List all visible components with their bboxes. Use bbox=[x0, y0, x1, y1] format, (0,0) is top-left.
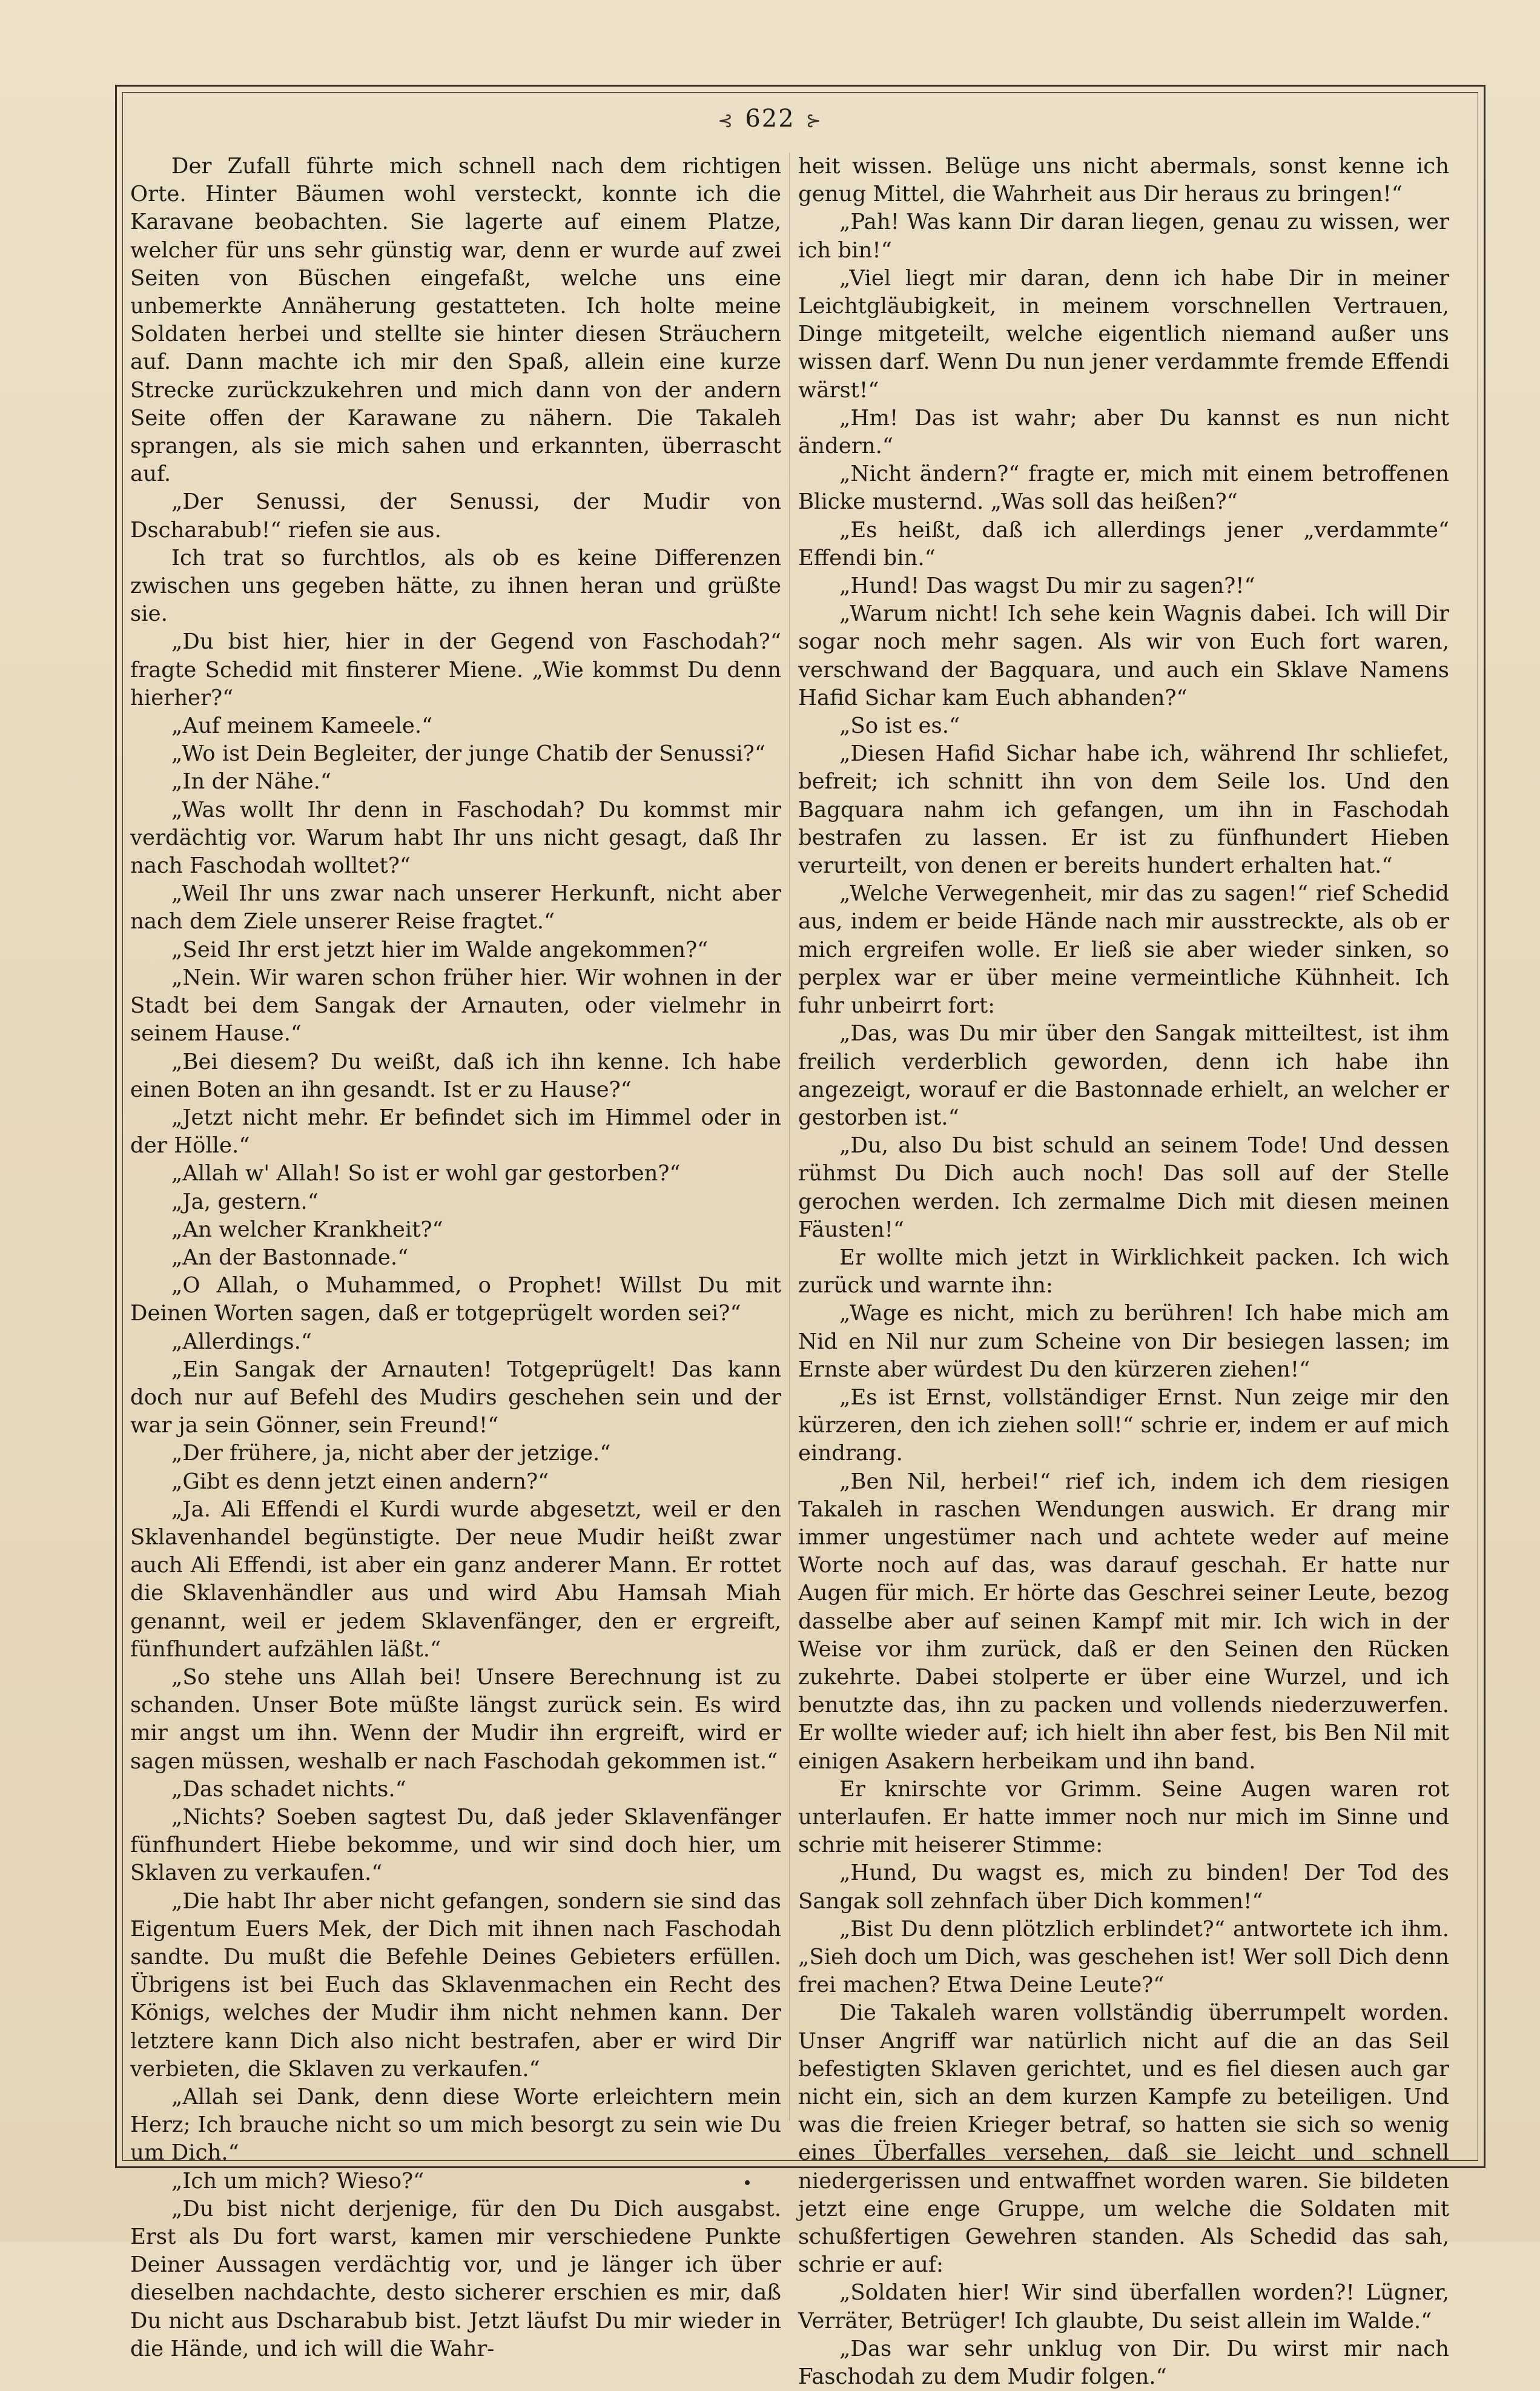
paragraph: „Allah w' Allah! So ist er wohl gar gestorben?“ bbox=[171, 1161, 681, 1186]
paragraph: „Viel liegt mir daran, denn ich habe Dir in meiner Leichtgläubigkeit, in meinem vorschnellen Vertrauen, Dinge mitgeteilt, welche eigentlich niemand außer uns wissen darf. Wenn Du nun jener verdammte fremde Effendi wärst!“ bbox=[798, 265, 1449, 403]
paragraph: „Der Senussi, der Senussi, der Mudir von Dscharabub!“ riefen sie aus. bbox=[130, 489, 781, 543]
paragraph: „Ein Sangak der Arnauten! Totgeprügelt! Das kann doch nur auf Befehl des Mudirs geschehen sein und der war ja sein Gönner, sein Freund!“ bbox=[130, 1357, 781, 1438]
paragraph: „Das, was Du mir über den Sangak mitteiltest, ist ihm freilich verderblich geworden, denn ich habe ihn angezeigt, worauf er die Bastonnade erhielt, an welcher er gestorben ist.“ bbox=[798, 1021, 1449, 1130]
paragraph: „Hm! Das ist wahr; aber Du kannst es nun nicht ändern.“ bbox=[798, 405, 1449, 459]
paragraph: Er wollte mich jetzt in Wirklichkeit packen. Ich wich zurück und warnte ihn: bbox=[798, 1245, 1449, 1298]
paragraph: „Allah sei Dank, denn diese Worte erleichtern mein Herz; Ich brauche nicht so um mich besorgt zu sein wie Du um Dich.“ bbox=[130, 2085, 781, 2166]
paragraph: Die Takaleh waren vollständig überrumpelt worden. Unser Angriff war natürlich nicht auf die an das Seil befestigten Sklaven gerichtet, und es fiel diesen auch gar nicht ein, sich an dem kurzen Kampfe zu beteiligen. Und was die freien Krieger betraf, so hatten sie sich so wenig eines Überfalles versehen, daß sie leicht und schnell niedergerissen und entwaffnet worden waren. Sie bildeten jetzt eine enge Gruppe, um welche die Soldaten mit schußfertigen Gewehren standen. Als Schedid das sah, schrie er auf: bbox=[798, 2000, 1449, 2278]
paragraph: heit wissen. Belüge uns nicht abermals, sonst kenne ich genug Mittel, die Wahrheit aus Dir heraus zu bringen!“ bbox=[798, 154, 1449, 207]
paragraph: „Ben Nil, herbei!“ rief ich, indem ich dem riesigen Takaleh in raschen Wendungen auswich. Er drang mir immer ungestümer nach und achtete weder auf meine Worte noch auf das, was darauf geschah. Er hatte nur Augen für mich. Er hörte das Geschrei seiner Leute, bezog dasselbe aber auf seinen Kampf mit mir. Ich wich in der Weise vor ihm zurück, daß er den Seinen den Rücken zukehrte. Dabei stolperte er über eine Wurzel, und ich benutzte das, ihn zu packen und vollends niederzuwerfen. Er wollte wieder auf; ich hielt ihn aber fest, bis Ben Nil mit einigen Asakern herbeikam und ihn band. bbox=[798, 1469, 1449, 1774]
paragraph: „Allerdings.“ bbox=[171, 1329, 312, 1354]
paragraph: „Wage es nicht, mich zu berühren! Ich habe mich am Nid en Nil nur zum Scheine von Dir besiegen lassen; im Ernste aber würdest Du den kürzeren ziehen!“ bbox=[798, 1301, 1449, 1382]
paragraph: „Ich um mich? Wieso?“ bbox=[171, 2168, 425, 2194]
paragraph: „Welche Verwegenheit, mir das zu sagen!“ rief Schedid aus, indem er beide Hände nach mir ausstreckte, als ob er mich ergreifen wolle. Er ließ sie aber wieder sinken, so perplex war er über meine vermeintliche Kühnheit. Ich fuhr unbeirrt fort: bbox=[798, 881, 1449, 1019]
paragraph: „Gibt es denn jetzt einen andern?“ bbox=[171, 1469, 549, 1494]
right-column bbox=[798, 153, 1449, 2390]
paragraph: „Soldaten hier! Wir sind überfallen worden?! Lügner, Verräter, Betrüger! Ich glaubte, Du seist allein im Walde.“ bbox=[798, 2280, 1449, 2333]
left-column bbox=[130, 153, 781, 2361]
page-number: 622 bbox=[745, 105, 795, 133]
paragraph: „Pah! Was kann Dir daran liegen, genau zu wissen, wer ich bin!“ bbox=[798, 210, 1449, 263]
paragraph: „Ja. Ali Effendi el Kurdi wurde abgesetzt, weil er den Sklavenhandel begünstigte. Der neue Mudir heißt zwar auch Ali Effendi, ist aber ein ganz anderer Mann. Er rottet die Sklavenhändler aus und wird Abu Hamsah Miah genannt, weil er jedem Sklavenfänger, den er ergreift, fünfhundert aufzählen läßt.“ bbox=[130, 1496, 781, 1662]
paragraph: „Nicht ändern?“ fragte er, mich mit einem betroffenen Blicke musternd. „Was soll das heißen?“ bbox=[798, 461, 1449, 515]
paragraph: „Das schadet nichts.“ bbox=[171, 1776, 406, 1802]
ornament-left-icon: ⊰ bbox=[718, 110, 735, 131]
paragraph: „Jetzt nicht mehr. Er befindet sich im Himmel oder in der Hölle.“ bbox=[130, 1105, 781, 1159]
paragraph: „Nein. Wir waren schon früher hier. Wir wohnen in der Stadt bei dem Sangak der Arnauten, oder vielmehr in seinem Hause.“ bbox=[130, 965, 781, 1047]
paragraph: „Die habt Ihr aber nicht gefangen, sondern sie sind das Eigentum Euers Mek, der Dich mit ihnen nach Faschodah sandte. Du mußt die Befehle Deines Gebieters erfüllen. Übrigens ist bei Euch das Sklavenmachen ein Recht des Königs, welches der Mudir ihm nicht nehmen kann. Der letztere kann Dich also nicht bestrafen, aber er wird Dir verbieten, die Sklaven zu verkaufen.“ bbox=[130, 1888, 781, 2082]
paragraph: Ich trat so furchtlos, als ob es keine Differenzen zwischen uns gegeben hätte, zu ihnen heran und grüßte sie. bbox=[130, 545, 781, 627]
paragraph: „Du, also Du bist schuld an seinem Tode! Und dessen rühmst Du Dich auch noch! Das soll auf der Stelle gerochen werden. Ich zermalme Dich mit diesen meinen Fäusten!“ bbox=[798, 1133, 1449, 1242]
paragraph: „Es heißt, daß ich allerdings jener „verdammte“ Effendi bin.“ bbox=[798, 517, 1449, 570]
paragraph: „Ja, gestern.“ bbox=[171, 1189, 319, 1214]
paragraph: „An der Bastonnade.“ bbox=[171, 1245, 409, 1270]
paragraph: „Es ist Ernst, vollständiger Ernst. Nun zeige mir den kürzeren, den ich ziehen soll!“ schrie er, indem er auf mich eindrang. bbox=[798, 1384, 1449, 1466]
paragraph: „Bei diesem? Du weißt, daß ich ihn kenne. Ich habe einen Boten an ihn gesandt. Ist er zu Hause?“ bbox=[130, 1049, 781, 1102]
paragraph: „Weil Ihr uns zwar nach unserer Herkunft, nicht aber nach dem Ziele unserer Reise fragtet.“ bbox=[130, 881, 781, 934]
paragraph: „Bist Du denn plötzlich erblindet?“ antwortete ich ihm. „Sieh doch um Dich, was geschehen ist! Wer soll Dich denn frei machen? Etwa Deine Leute?“ bbox=[798, 1916, 1449, 1998]
bottom-dot bbox=[745, 2180, 750, 2185]
paragraph: „Auf meinem Kameele.“ bbox=[171, 713, 433, 739]
paragraph: „Seid Ihr erst jetzt hier im Walde angekommen?“ bbox=[171, 937, 709, 962]
paragraph: „Du bist hier, hier in der Gegend von Faschodah?“ fragte Schedid mit finsterer Miene. „Wie kommst Du denn hierher?“ bbox=[130, 629, 781, 710]
paragraph: „Hund, Du wagst es, mich zu binden! Der Tod des Sangak soll zehnfach über Dich kommen!“ bbox=[798, 1860, 1449, 1914]
paragraph: „Diesen Hafid Sichar habe ich, während Ihr schliefet, befreit; ich schnitt ihn von dem Seile los. Und den Bagquara nahm ich gefangen, um ihn in Faschodah bestrafen zu lassen. Er ist zu fünfhundert Hieben verurteilt, von denen er bereits hundert erhalten hat.“ bbox=[798, 741, 1449, 879]
paragraph: „O Allah, o Muhammed, o Prophet! Willst Du mit Deinen Worten sagen, daß er totgeprügelt worden sei?“ bbox=[130, 1273, 781, 1326]
paragraph: „So ist es.“ bbox=[839, 713, 960, 739]
paragraph: „Du bist nicht derjenige, für den Du Dich ausgabst. Erst als Du fort warst, kamen mir verschiedene Punkte Deiner Aussagen verdächtig vor, und je länger ich über dieselben nachdachte, desto sicherer erschien es mir, daß Du nicht aus Dscharabub bist. Jetzt läufst Du mir wieder in die Hände, und ich will die Wahr- bbox=[130, 2196, 781, 2361]
ornament-right-icon: ⊱ bbox=[805, 110, 822, 131]
paragraph: „So stehe uns Allah bei! Unsere Berechnung ist zu schanden. Unser Bote müßte längst zurück sein. Es wird mir angst um ihn. Wenn der Mudir ihn ergreift, wird er sagen müssen, weshalb er nach Faschodah gekommen ist.“ bbox=[130, 1664, 781, 1774]
paragraph: „An welcher Krankheit?“ bbox=[171, 1217, 443, 1242]
paragraph: „Der frühere, ja, nicht aber der jetzige.“ bbox=[171, 1441, 611, 1466]
paragraph: „Nichts? Soeben sagtest Du, daß jeder Sklavenfänger fünfhundert Hiebe bekomme, und wir sind doch hier, um Sklaven zu verkaufen.“ bbox=[130, 1804, 781, 1886]
paragraph: „Hund! Das wagst Du mir zu sagen?!“ bbox=[839, 574, 1255, 599]
paragraph: „In der Nähe.“ bbox=[171, 769, 332, 795]
paragraph: „Das war sehr unklug von Dir. Du wirst mir nach Faschodah zu dem Mudir folgen.“ bbox=[798, 2336, 1449, 2390]
paragraph: „Was wollt Ihr denn in Faschodah? Du kommst mir verdächtig vor. Warum habt Ihr uns nicht gesagt, daß Ihr nach Faschodah wolltet?“ bbox=[130, 797, 781, 879]
paragraph: „Wo ist Dein Begleiter, der junge Chatib der Senussi?“ bbox=[171, 741, 765, 767]
column-divider bbox=[789, 153, 790, 2121]
paragraph: Der Zufall führte mich schnell nach dem richtigen Orte. Hinter Bäumen wohl versteckt, konnte ich die Karavane beobachten. Sie lagerte auf einem Platze, welcher für uns sehr günstig war, denn er wurde auf zwei Seiten von Büschen eingefaßt, welche uns eine unbemerkte Annäherung gestatteten. Ich holte meine Soldaten herbei und stellte sie hinter diesen Sträuchern auf. Dann machte ich mir den Spaß, allein eine kurze Strecke zurückzukehren und mich dann von der andern Seite offen der Karawane zu nähern. Die Takaleh sprangen, als sie mich sahen und erkannten, überrascht auf. bbox=[130, 154, 781, 487]
paragraph: „Warum nicht! Ich sehe kein Wagnis dabei. Ich will Dir sogar noch mehr sagen. Als wir von Euch fort waren, verschwand der Bagquara, und auch ein Sklave Namens Hafid Sichar kam Euch abhanden?“ bbox=[798, 601, 1449, 710]
paragraph: Er knirschte vor Grimm. Seine Augen waren rot unterlaufen. Er hatte immer noch nur mich im Sinne und schrie mit heiserer Stimme: bbox=[798, 1776, 1449, 1858]
page-header bbox=[0, 104, 1540, 136]
